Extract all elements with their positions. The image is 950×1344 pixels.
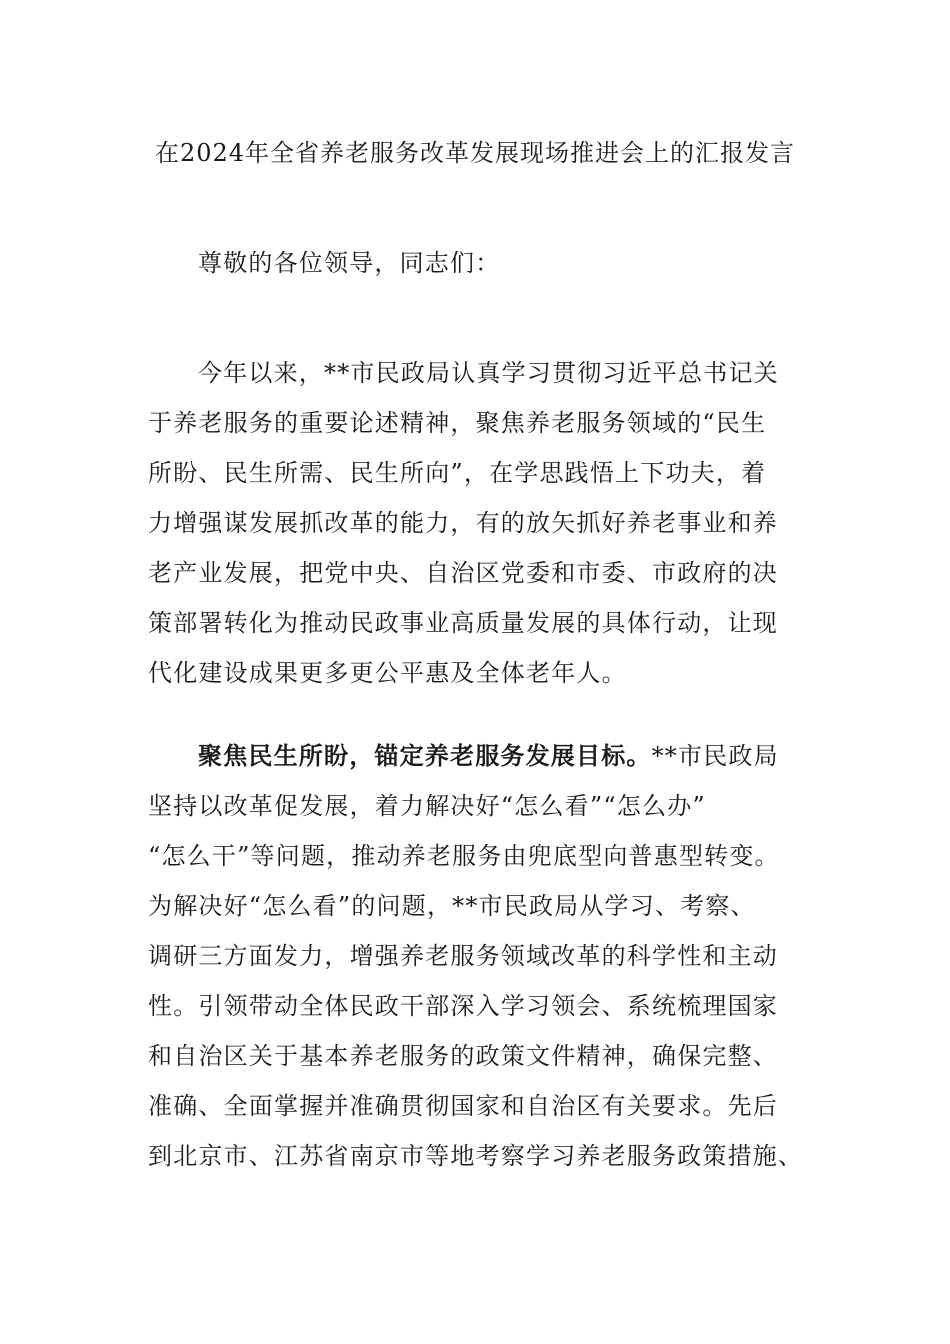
paragraph-line: 于养老服务的重要论述精神，聚焦养老服务领域的“民生 bbox=[148, 409, 767, 437]
paragraph-line: 为解决好“怎么看”的问题，**市民政局从学习、考察、 bbox=[148, 892, 756, 920]
paragraph-line: 坚持以改革促发展，着力解决好“怎么看”“怎么办” bbox=[148, 792, 706, 820]
paragraph-line: 代化建设成果更多更公平惠及全体老年人。 bbox=[148, 659, 627, 687]
document-title: 在2024年全省养老服务改革发展现场推进会上的汇报发言 bbox=[154, 139, 796, 167]
paragraph-text: **市民政局 bbox=[651, 742, 779, 770]
paragraph-line: 到北京市、江苏省南京市等地考察学习养老服务政策措施、 bbox=[148, 1142, 804, 1170]
paragraph-first-line bbox=[148, 731, 808, 781]
paragraph-line: 策部署转化为推动民政事业高质量发展的具体行动，让现 bbox=[148, 609, 778, 637]
paragraph-intro bbox=[148, 348, 808, 698]
paragraph-line: 和自治区关于基本养老服务的政策文件精神，确保完整、 bbox=[148, 1042, 778, 1070]
paragraph-line: 所盼、民生所需、民生所向”，在学思践悟上下功夫，着 bbox=[148, 459, 767, 487]
section-heading: 聚焦民生所盼，锚定养老服务发展目标。 bbox=[198, 741, 652, 770]
paragraph-line: 今年以来，**市民政局认真学习贯彻习近平总书记关 bbox=[198, 359, 779, 387]
paragraph-line: 力增强谋发展抓改革的能力，有的放矢抓好养老事业和养 bbox=[148, 509, 778, 537]
paragraph-section-one bbox=[148, 731, 808, 1181]
paragraph-line: 老产业发展，把党中央、自治区党委和市委、市政府的决 bbox=[148, 559, 778, 587]
paragraph-line: “怎么干”等问题，推动养老服务由兜底型向普惠型转变。 bbox=[148, 842, 780, 870]
salutation: 尊敬的各位领导，同志们： bbox=[198, 249, 501, 277]
paragraph-line: 调研三方面发力，增强养老服务领域改革的科学性和主动 bbox=[148, 942, 778, 970]
paragraph-line: 性。引领带动全体民政干部深入学习领会、系统梳理国家 bbox=[148, 992, 778, 1020]
paragraph-line: 准确、全面掌握并准确贯彻国家和自治区有关要求。先后 bbox=[148, 1092, 778, 1120]
